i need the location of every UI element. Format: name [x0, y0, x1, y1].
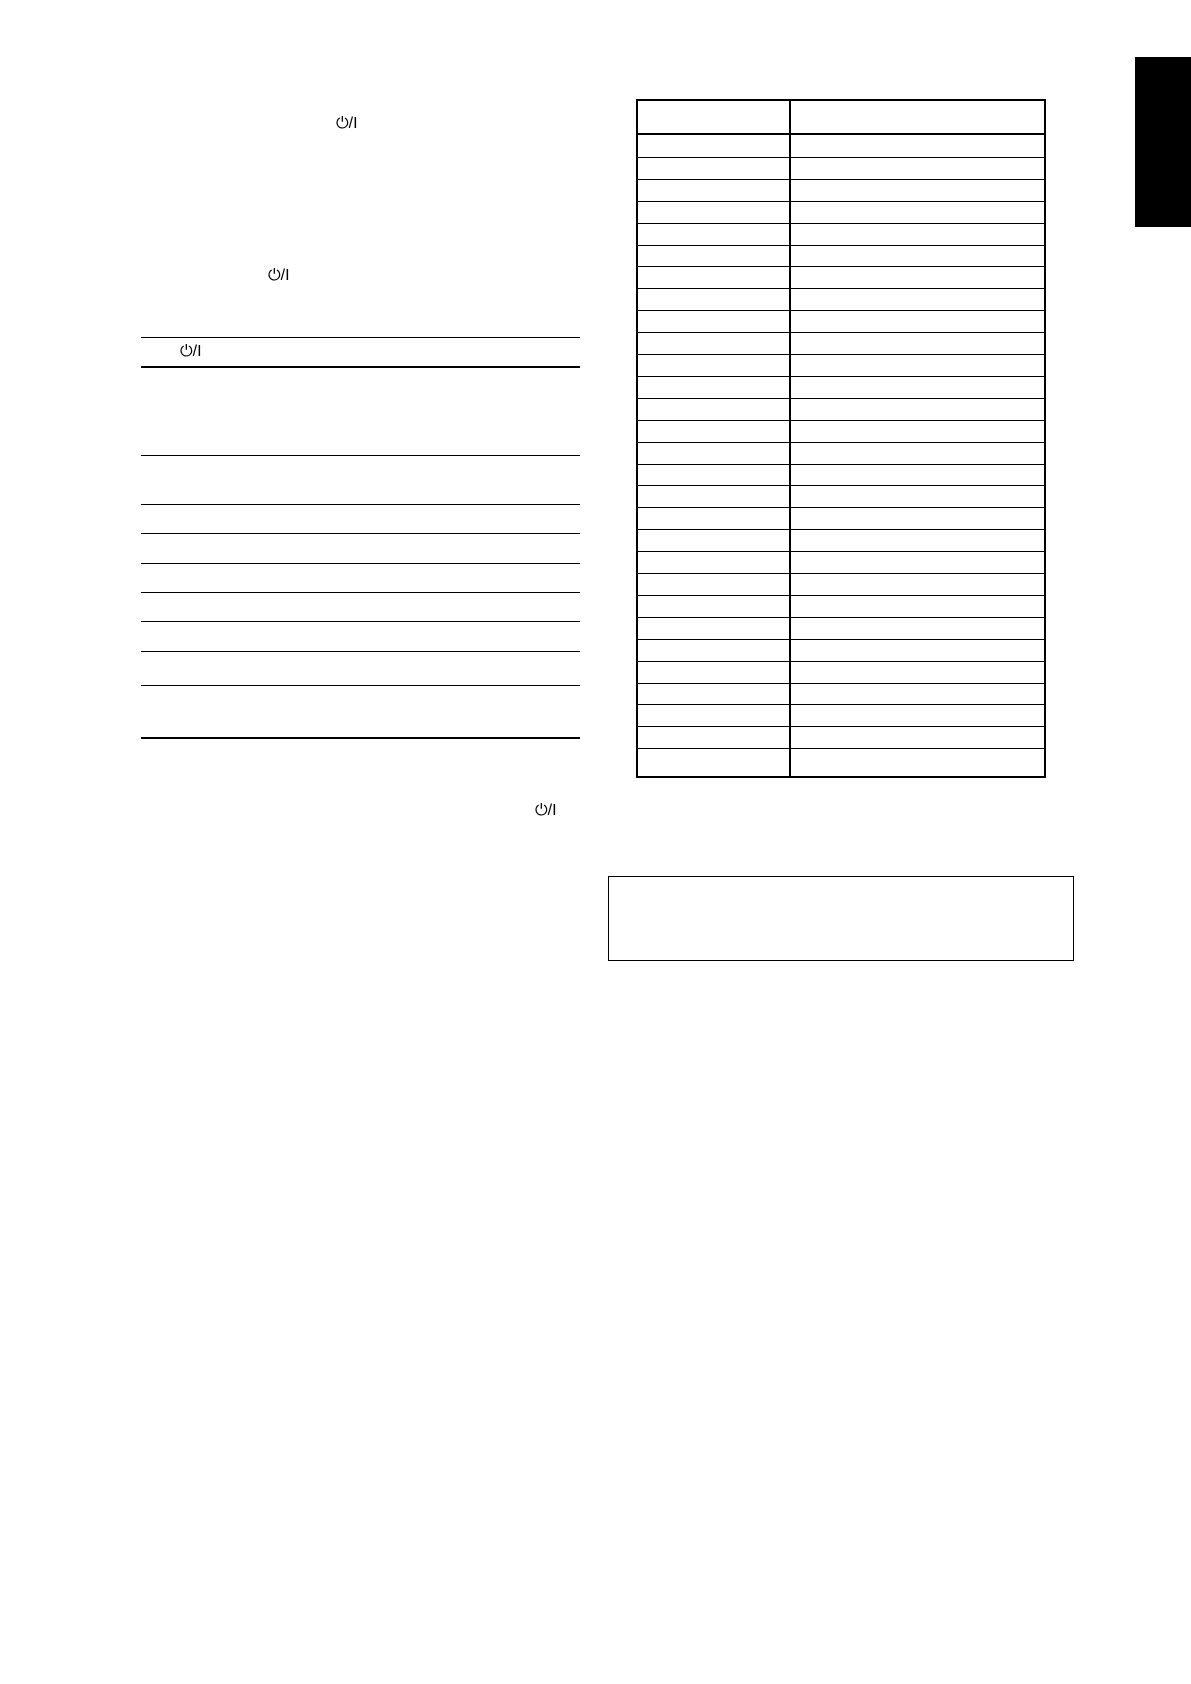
code-table-column-divider — [789, 101, 791, 776]
table-rule-bottom — [141, 737, 580, 739]
power-icon: ⏻/I — [268, 267, 290, 284]
code-table-row-rule — [638, 507, 1044, 508]
code-table-row-rule — [638, 464, 1044, 465]
code-table-row-rule — [638, 748, 1044, 749]
code-table-row-rule — [638, 223, 1044, 224]
code-table — [636, 99, 1046, 778]
code-table-row-rule — [638, 288, 1044, 289]
power-button-mark-4 — [535, 802, 557, 820]
code-table-row-rule — [638, 726, 1044, 727]
table-rule-top — [141, 337, 580, 338]
code-table-row-rule — [638, 310, 1044, 311]
table-rule — [141, 533, 580, 534]
code-table-row-rule — [638, 179, 1044, 180]
code-table-row-rule — [638, 617, 1044, 618]
code-table-row-rule — [638, 683, 1044, 684]
code-table-row-rule — [638, 398, 1044, 399]
code-table-row-rule — [638, 573, 1044, 574]
code-table-row-rule — [638, 529, 1044, 530]
table-rule — [141, 455, 580, 456]
table-rule — [141, 504, 580, 505]
code-table-row-rule — [638, 354, 1044, 355]
power-icon: ⏻/I — [535, 802, 557, 819]
power-icon: ⏻/I — [336, 115, 358, 132]
power-button-mark-2 — [268, 267, 290, 285]
code-table-row-rule — [638, 551, 1044, 552]
power-button-mark-3 — [180, 343, 202, 361]
power-button-mark-1 — [336, 115, 358, 133]
power-icon: ⏻/I — [180, 343, 202, 360]
code-table-row-rule — [638, 245, 1044, 246]
code-table-row-rule — [638, 376, 1044, 377]
code-table-header-rule — [638, 133, 1044, 135]
code-table-row-rule — [638, 201, 1044, 202]
table-rule — [141, 685, 580, 686]
code-table-row-rule — [638, 639, 1044, 640]
code-table-row-rule — [638, 266, 1044, 267]
table-rule — [141, 563, 580, 564]
note-box — [608, 876, 1074, 961]
code-table-row-rule — [638, 485, 1044, 486]
code-table-row-rule — [638, 595, 1044, 596]
code-table-row-rule — [638, 332, 1044, 333]
table-rule-header — [141, 366, 580, 368]
table-rule — [141, 592, 580, 593]
table-rule — [141, 621, 580, 622]
code-table-row-rule — [638, 420, 1044, 421]
code-table-row-rule — [638, 157, 1044, 158]
table-rule — [141, 651, 580, 652]
language-side-tab — [1135, 57, 1191, 227]
code-table-row-rule — [638, 661, 1044, 662]
code-table-row-rule — [638, 442, 1044, 443]
code-table-row-rule — [638, 704, 1044, 705]
